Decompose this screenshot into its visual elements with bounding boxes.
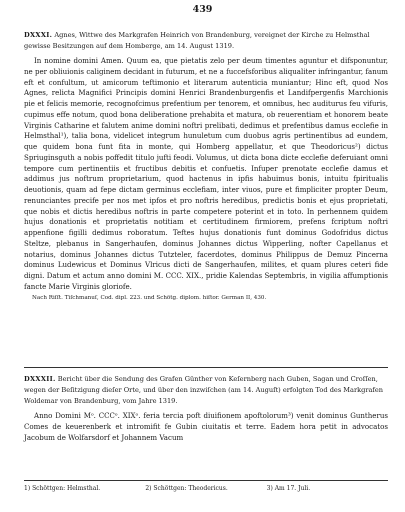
source-note: Nach Riſſt. Tiſchmanuſ, Cod. dipl. 223. und Schötg. diplom. hiſtor. German II, 430. <box>32 294 267 301</box>
document-body <box>24 56 388 293</box>
footnote-1: 1) Schöttgen: Helmsthal. <box>24 485 101 492</box>
document-number: DXXXII. <box>24 375 56 383</box>
document-532 <box>24 374 388 443</box>
body-paragraph: Anno Domini Mᵒ. CCCᵒ. XIXᵒ. feria tercia poft diuifionem apoftolorum³) venit dominus Guntherus Comes de keuerenberk et intromifit fe Gubin ciuitatis et terre. Eadem hora petit in advocatos Jacobum de Wolfarsdorf et Johannem Vacum <box>24 411 388 442</box>
document-heading <box>24 30 388 52</box>
footnote-2: 2) Schöttgen: Theodericus. <box>145 485 228 492</box>
document-number: DXXXI. <box>24 31 53 39</box>
body-paragraph: In nomine domini Amen. Quum ea, que pietatis zelo per deum timentes aguntur et difsponuntur, ne per obliuionis caliginem decidant in futurum, et ne a fuccefsforibus aliqualiter infringantur, fanum eft et confultum, ut amicorum teftimonio et literarum autenticia muniantur; Hinc eft, quod Nos Agnes, relicta Magnifici Principis domini Henrici Brandenburgenfis et Landifpergenfis Marchionis pie et felicis memorie, recognofcimus prefentium per tenorem, et omnibus, hec auditurus feu vifuris, cupimus effe notum, quod bona deliberatione prehabita et matura, ob reuerentiam et honorem beate Virginis Catharine et falutem anime domini noftri prelibati, dedimus et prefentibus damus ecclefie in Helmsthal¹), talia bona, videlicet integrum hunuletum cum duobus agris pertinentibus ad eundem, que quidem bona funt fita in monte, qui Homberg appellatur, et que Theodoricus²) dictus Spriuginsguth a nobis poffedit titulo jufti feodi. Volumus, ut dicta bona dicte ecclefie deferuiant omni tempore cum pertinentiis et fructibus debitis et confuetis. Infuper prenotate ecclefie damus et addimus jus noftrum proprietarium, quod hactenus in ipfis habuimus bonis, intuitu fpiritualis deuotionis, quam ad fepe dictam germinus ecclefiam, inter viuos, pure et fimpliciter propter Deum, renunciantes precife per nos met ipfos et pro noftris heredibus, predictis bonis et ejus proprietati, que nobis et dictis heredibus noftris in parte competere poterint et in toto. In perhennem quidem hujus donationis et proprietatis notitiam et certitudinem firmiorem, prefens fcriptum noftri appenfione figilli dedimus roboratum. Teftes hujus donationis funt dominus Godofridus dictus Steltze, plebanus in Sangerhaufen, dominus Johannes dictus Wipperling, nofter Capellanus et notarius, dominus Johannes dictus Tutzteler, facerdotes, dominus Philippus de Demuz Pincerna dominus Ludewicus et Dominus Vlricus dicti de Sangerhaufen, milites, et quam plures ceteri fide digni. Datum et actum anno domini M. CCC. XIX., pridie Kalendas Septembris, in vigilia affumptionis fancte Marie Virginis gloriofe. <box>24 56 388 291</box>
footnote-divider <box>24 480 388 481</box>
document-531 <box>24 30 388 303</box>
footnote-3: 3) Am 17. Juli. <box>266 485 311 492</box>
document-title: Agnes, Wittwe des Markgrafen Heinrich von Brandenburg, vereignet der Kirche zu Helmsthal gewisse Besitzungen auf dem Homberge, am 14. August 1319. <box>24 31 370 50</box>
section-divider <box>24 367 388 368</box>
document-heading <box>24 374 388 407</box>
page-number: 439 <box>192 4 213 15</box>
document-body <box>24 411 388 443</box>
footnotes <box>24 484 388 493</box>
document-title: Bericht über die Sendung des Grafen Günther von Keſernberg nach Guben, Sagan und Croſſen, wegen der Beſitzigung dieſer Orte, und über den inzwiſchen (am 14. Auguſt) erfolgten Tod des Markgrafen Woldemar von Brandenburg, vom Jahre 1319. <box>24 375 384 405</box>
